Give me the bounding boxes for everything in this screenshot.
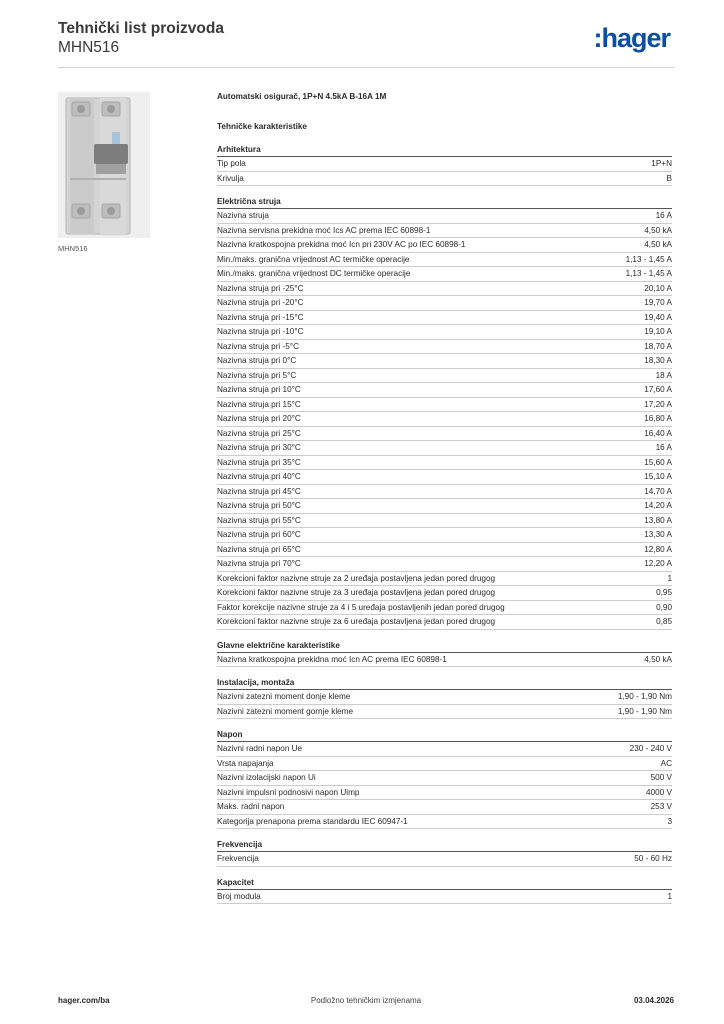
spec-value: 1P+N <box>651 159 672 168</box>
spec-value: 16,80 A <box>644 414 672 423</box>
spec-row <box>217 786 672 801</box>
spec-value: 0,95 <box>656 588 672 597</box>
spec-row <box>217 296 672 311</box>
spec-group-title: Napon <box>217 728 672 742</box>
header-divider <box>58 67 674 68</box>
spec-label: Nazivna struja pri 25°C <box>217 428 301 438</box>
spec-value: 19,70 A <box>644 298 672 307</box>
spec-label: Nazivna struja pri 70°C <box>217 559 301 568</box>
spec-group-title: Glavne električne karakteristike <box>217 639 672 653</box>
spec-label: Nazivna struja pri 55°C <box>217 515 301 525</box>
spec-group <box>217 876 672 905</box>
spec-value: 18 A <box>655 370 672 380</box>
spec-label: Nazivni izolacijski napon Ui <box>217 773 316 782</box>
spec-value: 4,50 kA <box>644 654 672 664</box>
spec-value: 17,20 A <box>644 399 672 409</box>
spec-value: 14,70 A <box>644 486 672 496</box>
spec-row <box>217 311 672 326</box>
spec-label: Nazivni zatezni moment donje kleme <box>217 692 351 701</box>
spec-label: Nazivna struja pri 20°C <box>217 414 301 423</box>
spec-label: Krivulja <box>217 173 244 183</box>
spec-row <box>217 800 672 815</box>
spec-label: Nazivna kratkospojna prekidna moć Icn pri 230V AC po IEC 60898-1 <box>217 240 466 249</box>
page-header <box>58 20 674 70</box>
spec-label: Nazivni impulsni podnosivi napon Uimp <box>217 787 360 797</box>
spec-value: 3 <box>667 816 672 826</box>
spec-value: B <box>666 173 672 183</box>
spec-value: 0,85 <box>656 617 672 626</box>
spec-label: Korekcioni faktor nazivne struje za 2 uređaja postavljena jedan pored drugog <box>217 573 496 583</box>
spec-label: Nazivna struja pri 50°C <box>217 501 301 510</box>
spec-value: 0,90 <box>656 602 672 612</box>
spec-row <box>217 742 672 757</box>
footer-date: 03.04.2026 <box>633 996 674 1005</box>
spec-label: Nazivna struja <box>217 211 269 220</box>
spec-row <box>217 470 672 485</box>
spec-row <box>217 890 672 905</box>
spec-label: Min./maks. granična vrijednost AC termičke operacije <box>217 254 410 264</box>
spec-value: 14,20 A <box>644 501 672 510</box>
footer-note: Podložno tehničkim izmjenama <box>310 996 422 1005</box>
spec-row <box>217 224 672 239</box>
spec-value: 4000 V <box>646 787 672 797</box>
page-footer <box>58 996 674 1008</box>
spec-row <box>217 757 672 772</box>
spec-group-title: Instalacija, montaža <box>217 676 672 690</box>
spec-row <box>217 572 672 587</box>
spec-group-title: Frekvencija <box>217 838 672 852</box>
spec-label: Nazivna struja pri 45°C <box>217 486 301 496</box>
spec-label: Nazivna struja pri 0°C <box>217 356 297 365</box>
spec-label: Nazivna struja pri 65°C <box>217 544 301 554</box>
spec-row <box>217 238 672 253</box>
spec-value: 19,10 A <box>644 327 672 336</box>
spec-value: 50 - 60 Hz <box>634 854 672 863</box>
spec-label: Nazivna struja pri 10°C <box>217 385 301 394</box>
spec-row <box>217 601 672 616</box>
spec-label: Tip pola <box>217 159 246 168</box>
spec-value: 4,50 kA <box>644 240 672 249</box>
spec-value: 12,80 A <box>644 544 672 554</box>
spec-row <box>217 369 672 384</box>
spec-row <box>217 441 672 456</box>
spec-row <box>217 528 672 543</box>
spec-label: Nazivna kratkospojna prekidna moć Icn AC prema IEC 60898-1 <box>217 654 447 664</box>
spec-row <box>217 815 672 830</box>
spec-value: AC <box>660 758 672 768</box>
spec-value: 1 <box>667 573 672 583</box>
spec-row <box>217 412 672 427</box>
spec-row <box>217 514 672 529</box>
spec-row <box>217 557 672 572</box>
spec-value: 17,60 A <box>644 385 672 394</box>
spec-groups <box>217 143 672 904</box>
spec-value: 16,40 A <box>644 428 672 438</box>
spec-label: Nazivna struja pri -15°C <box>217 312 304 322</box>
spec-label: Kategorija prenapona prema standardu IEC 60947-1 <box>217 816 408 826</box>
spec-label: Nazivna struja pri 40°C <box>217 472 301 481</box>
product-description: Automatski osigurač, 1P+N 4.5kA B-16A 1M <box>217 92 387 101</box>
spec-row <box>217 586 672 601</box>
spec-value: 13,80 A <box>644 515 672 525</box>
spec-row <box>217 383 672 398</box>
spec-row <box>217 690 672 705</box>
spec-label: Nazivna struja pri -25°C <box>217 283 304 293</box>
spec-group-title: Kapacitet <box>217 876 672 890</box>
footer-website: hager.com/ba <box>58 996 110 1005</box>
spec-heading: Tehničke karakteristike <box>217 122 307 131</box>
spec-group <box>217 676 672 719</box>
spec-value: 1,90 - 1,90 Nm <box>617 692 672 701</box>
spec-label: Nazivna servisna prekidna moć Ics AC prema IEC 60898-1 <box>217 225 431 235</box>
spec-value: 15,60 A <box>644 457 672 467</box>
spec-group-title: Električna struja <box>217 195 672 209</box>
spec-group <box>217 143 672 186</box>
spec-label: Nazivna struja pri 5°C <box>217 370 297 380</box>
spec-label: Korekcioni faktor nazivne struje za 6 uređaja postavljena jedan pored drugog <box>217 617 496 626</box>
product-code: MHN516 <box>58 39 120 56</box>
spec-label: Nazivna struja pri -10°C <box>217 327 304 336</box>
spec-row <box>217 157 672 172</box>
spec-group <box>217 639 672 668</box>
spec-value: 19,40 A <box>644 312 672 322</box>
spec-row <box>217 325 672 340</box>
spec-row <box>217 456 672 471</box>
spec-label: Min./maks. granična vrijednost DC termičke operacije <box>217 269 411 278</box>
spec-label: Frekvencija <box>217 854 259 863</box>
product-image <box>58 92 150 238</box>
spec-value: 12,20 A <box>644 559 672 568</box>
spec-row <box>217 172 672 187</box>
spec-label: Vrsta napajanja <box>217 758 274 768</box>
spec-value: 1,13 - 1,45 A <box>625 269 672 278</box>
spec-row <box>217 427 672 442</box>
circuit-breaker-illustration <box>58 92 150 238</box>
spec-value: 1,13 - 1,45 A <box>625 254 672 264</box>
spec-row <box>217 852 672 867</box>
spec-value: 16 A <box>655 443 672 452</box>
spec-value: 13,30 A <box>644 530 672 539</box>
spec-row <box>217 282 672 297</box>
spec-label: Nazivni zatezni moment gornje kleme <box>217 706 354 716</box>
spec-row <box>217 209 672 224</box>
hager-logo: :hager <box>593 23 670 53</box>
spec-value: 253 V <box>650 802 672 811</box>
spec-label: Maks. radni napon <box>217 802 285 811</box>
spec-value: 18,70 A <box>644 341 672 351</box>
spec-row <box>217 485 672 500</box>
spec-label: Korekcioni faktor nazivne struje za 3 uređaja postavljena jedan pored drugog <box>217 588 496 597</box>
spec-row <box>217 398 672 413</box>
spec-value: 15,10 A <box>644 472 672 481</box>
spec-value: 1 <box>667 891 672 901</box>
spec-label: Broj modula <box>217 891 261 901</box>
spec-row <box>217 705 672 720</box>
spec-value: 4,50 kA <box>644 225 672 235</box>
spec-label: Nazivna struja pri 30°C <box>217 443 301 452</box>
spec-value: 1,90 - 1,90 Nm <box>617 706 672 716</box>
document-title: Tehnički list proizvoda <box>58 20 224 37</box>
spec-row <box>217 267 672 282</box>
spec-group <box>217 838 672 867</box>
spec-group <box>217 195 672 630</box>
spec-row <box>217 354 672 369</box>
spec-label: Nazivna struja pri 60°C <box>217 530 301 539</box>
spec-label: Faktor korekcije nazivne struje za 4 i 5 uređaja postavljenih jedan pored drugog <box>217 602 505 612</box>
spec-row <box>217 771 672 786</box>
spec-value: 500 V <box>650 773 672 782</box>
product-image-caption: MHN516 <box>58 244 88 253</box>
spec-row <box>217 253 672 268</box>
spec-value: 18,30 A <box>644 356 672 365</box>
spec-group <box>217 728 672 829</box>
spec-label: Nazivni radni napon Ue <box>217 744 303 753</box>
spec-sheet <box>217 90 672 904</box>
spec-label: Nazivna struja pri 15°C <box>217 399 301 409</box>
spec-value: 20,10 A <box>644 283 672 293</box>
spec-label: Nazivna struja pri -5°C <box>217 341 299 351</box>
spec-row <box>217 615 672 630</box>
spec-row <box>217 340 672 355</box>
spec-label: Nazivna struja pri 35°C <box>217 457 301 467</box>
spec-group-title: Arhitektura <box>217 143 672 157</box>
spec-label: Nazivna struja pri -20°C <box>217 298 304 307</box>
spec-value: 16 A <box>655 211 672 220</box>
spec-row <box>217 499 672 514</box>
spec-row <box>217 653 672 668</box>
spec-value: 230 - 240 V <box>629 744 672 753</box>
spec-row <box>217 543 672 558</box>
